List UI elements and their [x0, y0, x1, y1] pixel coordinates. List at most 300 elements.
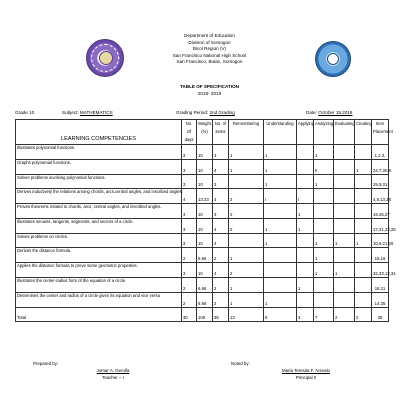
- evaluating-cell: [334, 226, 355, 233]
- date-field: [306, 110, 353, 115]
- items-cell: 4: [213, 167, 229, 174]
- empty-cell: [213, 263, 229, 270]
- competency-value-row: [16, 255, 389, 262]
- empty-cell: [334, 278, 355, 285]
- evaluating-cell: [334, 211, 355, 218]
- analyzing-cell: 1: [314, 241, 334, 248]
- column-header: Understanding: [264, 120, 297, 145]
- remembering-cell: 2: [229, 270, 264, 277]
- empty-cell: [229, 278, 264, 285]
- empty-cell: [372, 174, 389, 181]
- weight-cell: 13.33: [197, 196, 213, 203]
- creating-cell: 1: [355, 167, 372, 174]
- applying-cell: [297, 255, 314, 262]
- empty-cell: [197, 174, 213, 181]
- evaluating-cell: [334, 181, 355, 188]
- analyzing-cell: [314, 211, 334, 218]
- placement-cell: 1,2,3,: [372, 152, 389, 159]
- empty-cell: [314, 248, 334, 255]
- days-cell: 3: [182, 226, 197, 233]
- letterhead: [0, 33, 419, 66]
- understanding-cell: 1: [264, 241, 297, 248]
- weight-cell: 10: [197, 211, 213, 218]
- empty-cell: [297, 218, 314, 225]
- weight-cell: 10: [197, 226, 213, 233]
- items-cell: 3: [213, 152, 229, 159]
- empty-cell: [314, 278, 334, 285]
- empty-cell: [334, 174, 355, 181]
- competency-title-row: [16, 278, 389, 285]
- evaluating-cell: [334, 300, 355, 307]
- creating-cell: [355, 270, 372, 277]
- empty-cell: [16, 285, 182, 292]
- empty-cell: [297, 292, 314, 299]
- empty-cell: [334, 189, 355, 196]
- empty-cell: [16, 226, 182, 233]
- empty-cell: [355, 248, 372, 255]
- items-cell: 3: [213, 181, 229, 188]
- empty-cell: [182, 278, 197, 285]
- placement-cell: 15,16: [372, 255, 389, 262]
- prepared-by-label: Prepared by:: [33, 361, 59, 366]
- days-cell: 3: [182, 241, 197, 248]
- competency-value-row: [16, 181, 389, 188]
- creating-cell: 1: [355, 241, 372, 248]
- placement-cell: 32,33,12,34: [373, 271, 396, 277]
- empty-cell: [229, 159, 264, 166]
- empty-cell: [197, 189, 213, 196]
- empty-cell: [355, 174, 372, 181]
- competency-text: Applies the distance formula to prove some geometric properties.: [16, 263, 182, 270]
- empty-cell: [197, 292, 213, 299]
- empty-cell: [213, 159, 229, 166]
- empty-cell: [197, 278, 213, 285]
- total-label-cell: Total: [16, 307, 182, 321]
- empty-cell: [182, 189, 197, 196]
- weight-cell: 10: [197, 167, 213, 174]
- empty-cell: [229, 233, 264, 240]
- competency-title-row: [16, 263, 389, 270]
- remembering-cell: 1: [229, 167, 264, 174]
- empty-cell: [372, 189, 389, 196]
- empty-cell: [372, 159, 389, 166]
- applying-cell: [297, 241, 314, 248]
- days-cell: 4: [182, 196, 197, 203]
- date-label: Date:: [306, 110, 317, 115]
- understanding-cell: [264, 255, 297, 262]
- creating-cell: [355, 255, 372, 262]
- document-title: TABLE OF SPECIFICATION: [179, 84, 240, 89]
- noted-by-title: Principal II: [295, 374, 317, 380]
- empty-cell: [229, 145, 264, 152]
- empty-cell: [297, 159, 314, 166]
- items-cell: 3: [213, 211, 229, 218]
- empty-cell: [355, 159, 372, 166]
- days-cell: 3: [182, 152, 197, 159]
- competency-text: Proves theorems related to chords, arcs, central angles, and inscribed angles.: [16, 204, 182, 211]
- total-row: [16, 307, 389, 321]
- empty-cell: [229, 248, 264, 255]
- remembering-cell: 1: [229, 255, 264, 262]
- empty-cell: [213, 145, 229, 152]
- applying-cell: [297, 270, 314, 277]
- applying-cell: [297, 181, 314, 188]
- letterhead-line: San Francisco National High School: [172, 52, 247, 58]
- placement-cell: 24,7,30,8: [373, 167, 391, 173]
- competency-value-row: [16, 226, 389, 233]
- empty-cell: [334, 263, 355, 270]
- empty-cell: [182, 204, 197, 211]
- empty-cell: [355, 278, 372, 285]
- items-cell: 4: [213, 196, 229, 203]
- competency-title-row: [16, 174, 389, 181]
- weight-cell: 6.66: [197, 300, 213, 307]
- weight-cell: 6.66: [197, 255, 213, 262]
- competency-text: Illustrates the center-radius form of the equation of a circle.: [16, 278, 182, 285]
- evaluating-cell: 1: [334, 241, 355, 248]
- empty-cell: [197, 263, 213, 270]
- placement-cell: 18,11: [372, 285, 389, 292]
- remembering-cell: 1: [229, 152, 264, 159]
- competency-text: Graphs polynomial functions.: [16, 159, 182, 166]
- empty-cell: [372, 263, 389, 270]
- empty-cell: [297, 248, 314, 255]
- column-header: No. of items: [213, 120, 229, 145]
- column-header: Remembering: [229, 120, 264, 145]
- creating-cell: [355, 181, 372, 188]
- school-year: 2018- 2019: [197, 91, 222, 97]
- competency-text: Derives the distance formula.: [16, 248, 182, 255]
- analyzing-cell: II: [314, 167, 334, 174]
- days-cell: 3: [182, 181, 197, 188]
- competency-value-row: [16, 152, 389, 159]
- empty-cell: [16, 167, 182, 174]
- understanding-cell: [264, 270, 297, 277]
- letterhead-line: Department of Education: [184, 33, 235, 38]
- empty-cell: [197, 159, 213, 166]
- days-cell: 3: [182, 167, 197, 174]
- creating-cell: [355, 226, 372, 233]
- understanding-cell: I: [264, 196, 297, 203]
- competency-title-row: [16, 159, 389, 166]
- empty-cell: [314, 218, 334, 225]
- empty-cell: [182, 174, 197, 181]
- empty-cell: [16, 181, 182, 188]
- weight-cell: 10: [197, 270, 213, 277]
- empty-cell: [334, 233, 355, 240]
- empty-cell: [334, 159, 355, 166]
- remembering-cell: [229, 181, 264, 188]
- items-cell: 2: [213, 285, 229, 292]
- empty-cell: [229, 204, 264, 211]
- applying-cell: 1: [297, 285, 314, 292]
- total-analyzing-cell: 7: [314, 307, 334, 321]
- items-cell: 2: [213, 255, 229, 262]
- grading-period-value: 2nd Grading: [209, 110, 235, 115]
- total-applying-cell: 3: [297, 307, 314, 321]
- understanding-cell: 1: [264, 300, 297, 307]
- empty-cell: [197, 204, 213, 211]
- total-weight-cell: 100: [197, 307, 213, 321]
- total-placement-cell: 35: [372, 307, 389, 321]
- subject-value: MATHEMATICS: [79, 110, 113, 115]
- empty-cell: [355, 218, 372, 225]
- competency-value-row: [16, 270, 389, 277]
- empty-cell: [264, 218, 297, 225]
- empty-cell: [372, 278, 389, 285]
- evaluating-cell: 1: [334, 270, 355, 277]
- empty-cell: [182, 233, 197, 240]
- empty-cell: [297, 204, 314, 211]
- empty-cell: [213, 278, 229, 285]
- creating-cell: [355, 152, 372, 159]
- competency-title-row: [16, 218, 389, 225]
- column-header: Evaluating: [334, 120, 355, 145]
- empty-cell: [182, 218, 197, 225]
- empty-cell: [182, 248, 197, 255]
- empty-cell: [355, 292, 372, 299]
- subject-label: Subject:: [62, 110, 79, 115]
- weight-cell: 10: [197, 241, 213, 248]
- remembering-cell: 2: [229, 211, 264, 218]
- total-evaluating-cell: 2: [334, 307, 355, 321]
- understanding-cell: 1: [264, 226, 297, 233]
- applying-cell: [297, 300, 314, 307]
- creating-cell: [355, 300, 372, 307]
- empty-cell: [355, 204, 372, 211]
- empty-cell: [213, 292, 229, 299]
- weight-cell: 10: [197, 181, 213, 188]
- remembering-cell: [229, 241, 264, 248]
- empty-cell: [334, 145, 355, 152]
- empty-cell: [372, 145, 389, 152]
- competency-text: Illustrates secants, tangents, segments, and sectors of a circle.: [16, 218, 182, 225]
- empty-cell: [197, 218, 213, 225]
- column-header: Applying: [297, 120, 314, 145]
- empty-cell: [182, 145, 197, 152]
- empty-cell: [182, 263, 197, 270]
- evaluating-cell: [334, 167, 355, 174]
- competency-text: Determines the center and radius of a circle given its equation and vice versa: [16, 292, 182, 299]
- empty-cell: [213, 233, 229, 240]
- competency-value-row: [16, 211, 389, 218]
- days-cell: 2: [182, 255, 197, 262]
- creating-cell: [355, 196, 372, 203]
- placement-cell: 14,35: [372, 300, 389, 307]
- remembering-cell: 1: [229, 300, 264, 307]
- analyzing-cell: 1: [314, 152, 334, 159]
- empty-cell: [372, 204, 389, 211]
- understanding-cell: [264, 211, 297, 218]
- analyzing-cell: [314, 300, 334, 307]
- grade-label: Grade 10: [15, 110, 35, 115]
- empty-cell: [297, 263, 314, 270]
- empty-cell: [314, 189, 334, 196]
- placement-cell: 29,9,31: [373, 182, 388, 188]
- empty-cell: [297, 145, 314, 152]
- competency-value-row: [16, 241, 389, 248]
- evaluating-cell: [334, 285, 355, 292]
- empty-cell: [197, 145, 213, 152]
- empty-cell: [213, 204, 229, 211]
- empty-cell: [182, 159, 197, 166]
- column-header: No. Of days: [182, 120, 197, 145]
- total-understanding-cell: 8: [264, 307, 297, 321]
- competency-value-row: [16, 167, 389, 174]
- empty-cell: [264, 248, 297, 255]
- applying-cell: 1: [297, 211, 314, 218]
- analyzing-cell: 1: [314, 270, 334, 277]
- empty-cell: [314, 292, 334, 299]
- noted-by-block: [256, 368, 356, 381]
- empty-cell: [213, 174, 229, 181]
- empty-cell: [213, 189, 229, 196]
- empty-cell: [334, 248, 355, 255]
- empty-cell: [355, 263, 372, 270]
- prepared-by-name: Jomar A. Gerulla: [96, 368, 130, 373]
- analyzing-cell: 1: [314, 181, 334, 188]
- evaluating-cell: [334, 196, 355, 203]
- competency-text: Solves problems involving polynomial functions.: [16, 174, 182, 181]
- total-remembering-cell: 13: [229, 307, 264, 321]
- empty-cell: [355, 145, 372, 152]
- competency-title-row: [16, 145, 389, 152]
- empty-cell: [355, 233, 372, 240]
- creating-cell: [355, 285, 372, 292]
- empty-cell: [16, 152, 182, 159]
- empty-cell: [297, 233, 314, 240]
- empty-cell: [229, 292, 264, 299]
- empty-cell: [334, 292, 355, 299]
- evaluating-cell: [334, 152, 355, 159]
- items-cell: 2: [213, 300, 229, 307]
- empty-cell: [264, 145, 297, 152]
- competency-title-row: [16, 189, 389, 196]
- empty-cell: [334, 218, 355, 225]
- days-cell: 3: [182, 270, 197, 277]
- empty-cell: [264, 159, 297, 166]
- total-creating-cell: 2: [355, 307, 372, 321]
- empty-cell: [197, 248, 213, 255]
- grading-period-field: [176, 110, 235, 115]
- letterhead-line: Division of Sorsogon: [188, 39, 231, 45]
- empty-cell: [182, 292, 197, 299]
- noted-by-name: Maria Teresita F. Arevalo: [282, 368, 330, 373]
- understanding-cell: 1: [264, 167, 297, 174]
- understanding-cell: [264, 285, 297, 292]
- remembering-cell: 2: [229, 196, 264, 203]
- empty-cell: [314, 204, 334, 211]
- competency-value-row: [16, 196, 389, 203]
- empty-cell: [197, 233, 213, 240]
- competency-text: Solves problems on circles.: [16, 233, 182, 240]
- understanding-cell: 1: [264, 181, 297, 188]
- total-days-cell: 30: [182, 307, 197, 321]
- empty-cell: [229, 189, 264, 196]
- days-cell: 3: [182, 211, 197, 218]
- empty-cell: [16, 300, 182, 307]
- items-cell: 4: [213, 270, 229, 277]
- empty-cell: [264, 292, 297, 299]
- empty-cell: [314, 145, 334, 152]
- items-cell: 4: [213, 226, 229, 233]
- weight-cell: 10: [197, 152, 213, 159]
- placement-cell: 19,26,27: [373, 211, 390, 217]
- empty-cell: [297, 189, 314, 196]
- total-items-cell: 35: [213, 307, 229, 321]
- competencies-header: LEARNING COMPETENCIES: [16, 120, 182, 145]
- column-header: Analyzing: [314, 120, 334, 145]
- competency-text: Derives inductively the relations among chords, arcs,central angles, and inscribed angles.: [17, 189, 183, 195]
- competency-value-row: [16, 285, 389, 292]
- placement-cell: 4,5,13,28: [373, 197, 391, 203]
- applying-cell: [297, 152, 314, 159]
- creating-cell: [355, 211, 372, 218]
- noted-by-label: Noted by:: [231, 361, 250, 366]
- empty-cell: [264, 174, 297, 181]
- empty-cell: [297, 278, 314, 285]
- empty-cell: [314, 233, 334, 240]
- column-header: Weight (%): [197, 120, 213, 145]
- applying-cell: 1: [297, 226, 314, 233]
- empty-cell: [213, 218, 229, 225]
- days-cell: 2: [182, 300, 197, 307]
- empty-cell: [355, 189, 372, 196]
- empty-cell: [264, 233, 297, 240]
- empty-cell: [334, 204, 355, 211]
- remembering-cell: 2: [229, 226, 264, 233]
- empty-cell: [372, 248, 389, 255]
- empty-cell: [16, 196, 182, 203]
- days-cell: 2: [182, 285, 197, 292]
- empty-cell: [264, 263, 297, 270]
- competency-title-row: [16, 248, 389, 255]
- empty-cell: [213, 248, 229, 255]
- table-header-row: [16, 120, 389, 145]
- competency-title-row: [16, 233, 389, 240]
- placement-cell: 17,21,22,25: [373, 226, 396, 232]
- items-cell: 4: [213, 241, 229, 248]
- empty-cell: [229, 174, 264, 181]
- empty-cell: [372, 218, 389, 225]
- letterhead-line: Bicol Region (V): [192, 46, 227, 52]
- analyzing-cell: [314, 226, 334, 233]
- evaluating-cell: [334, 255, 355, 262]
- empty-cell: [264, 278, 297, 285]
- empty-cell: [372, 292, 389, 299]
- grading-period-label: Grading Period:: [176, 110, 209, 115]
- applying-cell: [297, 167, 314, 174]
- empty-cell: [16, 255, 182, 262]
- empty-cell: [16, 270, 182, 277]
- table-body: [16, 145, 396, 322]
- empty-cell: [314, 263, 334, 270]
- prepared-by-block: [78, 368, 148, 381]
- empty-cell: [314, 174, 334, 181]
- specification-table: [15, 119, 396, 322]
- empty-cell: [229, 218, 264, 225]
- competency-text: Illustrates polynomial functions.: [16, 145, 182, 152]
- column-header: Creating: [355, 120, 372, 145]
- empty-cell: [297, 174, 314, 181]
- competency-value-row: [16, 300, 389, 307]
- analyzing-cell: [314, 196, 334, 203]
- remembering-cell: 1: [229, 285, 264, 292]
- competency-title-row: [16, 292, 389, 299]
- subject-field: [62, 110, 113, 115]
- empty-cell: [16, 241, 182, 248]
- letterhead-line: San Francisco, Bulan, Sorsogon: [176, 59, 243, 65]
